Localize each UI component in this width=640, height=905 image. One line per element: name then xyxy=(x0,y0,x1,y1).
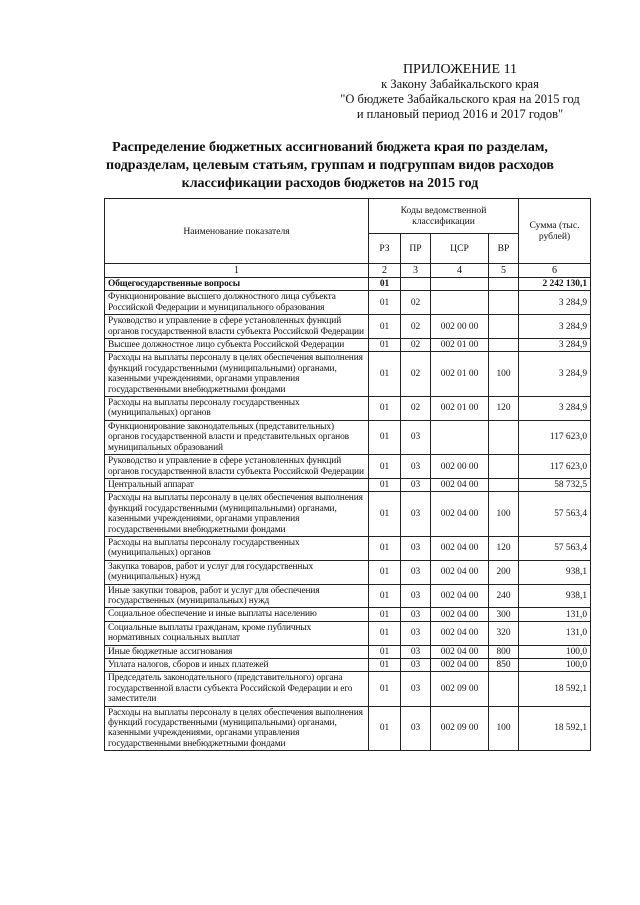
row-vr xyxy=(489,278,519,291)
row-pr: 03 xyxy=(401,645,431,658)
row-rz: 01 xyxy=(369,536,401,560)
row-rz: 01 xyxy=(369,478,401,491)
row-pr: 03 xyxy=(401,492,431,537)
table-row xyxy=(105,492,591,537)
row-rz: 01 xyxy=(369,560,401,584)
table-row xyxy=(105,455,591,479)
row-name: Расходы на выплаты персоналу в целях обеспечения выполнения функций государственными (муниципальными) органами, казенными учреждениями, органами управления государственными внебюджетными фондами xyxy=(105,352,369,397)
row-sum: 938,1 xyxy=(519,584,591,608)
row-rz: 01 xyxy=(369,278,401,291)
row-sum: 3 284,9 xyxy=(519,339,591,352)
row-csr: 002 04 00 xyxy=(431,645,489,658)
heading-line-2: подразделам, целевым статьям, группам и подгруппам видов расходов xyxy=(106,158,554,173)
header-csr: ЦСР xyxy=(431,234,489,264)
table-row xyxy=(105,645,591,658)
row-rz: 01 xyxy=(369,339,401,352)
row-csr: 002 04 00 xyxy=(431,560,489,584)
row-csr: 002 04 00 xyxy=(431,536,489,560)
column-number: 2 xyxy=(369,264,401,278)
row-csr: 002 01 00 xyxy=(431,397,489,421)
row-sum: 3 284,9 xyxy=(519,315,591,339)
row-sum: 100,0 xyxy=(519,659,591,672)
row-csr: 002 01 00 xyxy=(431,339,489,352)
row-pr: 02 xyxy=(401,291,431,315)
row-csr: 002 09 00 xyxy=(431,706,489,751)
table-row xyxy=(105,397,591,421)
row-name: Уплата налогов, сборов и иных платежей xyxy=(105,659,369,672)
row-name: Руководство и управление в сфере установленных функций органов государственной власти субъекта Российской Федерации xyxy=(105,315,369,339)
appendix-law-title: "О бюджете Забайкальского края на 2015 год xyxy=(340,92,580,106)
row-sum: 57 563,4 xyxy=(519,536,591,560)
row-vr: 120 xyxy=(489,536,519,560)
row-sum: 18 592,1 xyxy=(519,706,591,751)
row-name: Общегосударственные вопросы xyxy=(105,278,369,291)
table-row xyxy=(105,478,591,491)
heading-line-1: Распределение бюджетных ассигнований бюджета края по разделам, xyxy=(112,140,548,155)
row-name: Социальное обеспечение и иные выплаты населению xyxy=(105,608,369,621)
row-sum: 100,0 xyxy=(519,645,591,658)
header-pr: ПР xyxy=(401,234,431,264)
row-pr: 03 xyxy=(401,672,431,706)
row-sum: 58 732,5 xyxy=(519,478,591,491)
row-name: Иные бюджетные ассигнования xyxy=(105,645,369,658)
row-vr: 850 xyxy=(489,659,519,672)
table-row xyxy=(105,659,591,672)
row-csr: 002 04 00 xyxy=(431,621,489,645)
table-row xyxy=(105,608,591,621)
document-heading xyxy=(95,139,565,193)
row-sum: 2 242 130,1 xyxy=(519,278,591,291)
row-vr xyxy=(489,478,519,491)
appendix-title: ПРИЛОЖЕНИЕ 11 xyxy=(402,62,518,77)
row-name: Функционирование законодательных (представительных) органов государственной власти и представительных органов муниципальных образований xyxy=(105,420,369,454)
row-pr: 03 xyxy=(401,420,431,454)
row-vr: 800 xyxy=(489,645,519,658)
row-csr: 002 00 00 xyxy=(431,455,489,479)
row-rz: 01 xyxy=(369,672,401,706)
row-csr: 002 04 00 xyxy=(431,659,489,672)
row-rz: 01 xyxy=(369,706,401,751)
header-sum: Сумма (тыс. рублей) xyxy=(519,199,591,264)
heading-line-3: классификации расходов бюджетов на 2015 год xyxy=(181,176,479,191)
row-name: Расходы на выплаты персоналу в целях обеспечения выполнения функций государственными (муниципальными) органами, казенными учреждениями, органами управления государственными внебюджетными фондами xyxy=(105,492,369,537)
row-rz: 01 xyxy=(369,291,401,315)
row-rz: 01 xyxy=(369,420,401,454)
table-row xyxy=(105,621,591,645)
row-vr: 200 xyxy=(489,560,519,584)
row-name: Иные закупки товаров, работ и услуг для обеспечения государственных (муниципальных) нужд xyxy=(105,584,369,608)
row-pr: 03 xyxy=(401,706,431,751)
row-vr: 100 xyxy=(489,706,519,751)
column-number: 6 xyxy=(519,264,591,278)
row-name: Центральный аппарат xyxy=(105,478,369,491)
row-name: Расходы на выплаты персоналу государственных (муниципальных) органов xyxy=(105,536,369,560)
row-csr xyxy=(431,291,489,315)
column-number: 3 xyxy=(401,264,431,278)
table-row xyxy=(105,560,591,584)
row-csr: 002 04 00 xyxy=(431,492,489,537)
row-name: Председатель законодательного (представительного) органа государственной власти субъекта Российской Федерации и его заместители xyxy=(105,672,369,706)
table-row xyxy=(105,352,591,397)
row-csr: 002 09 00 xyxy=(431,672,489,706)
row-csr: 002 01 00 xyxy=(431,352,489,397)
row-sum: 938,1 xyxy=(519,560,591,584)
row-vr xyxy=(489,315,519,339)
row-pr: 02 xyxy=(401,352,431,397)
appendix-law: к Закону Забайкальского края xyxy=(381,77,539,91)
row-sum: 57 563,4 xyxy=(519,492,591,537)
row-rz: 01 xyxy=(369,492,401,537)
row-sum: 3 284,9 xyxy=(519,397,591,421)
appendix-block xyxy=(330,62,590,122)
appendix-law-period: и плановый период 2016 и 2017 годов" xyxy=(356,107,564,121)
row-pr: 02 xyxy=(401,339,431,352)
row-csr xyxy=(431,420,489,454)
table-row xyxy=(105,706,591,751)
table-row xyxy=(105,291,591,315)
row-vr: 240 xyxy=(489,584,519,608)
row-csr: 002 04 00 xyxy=(431,584,489,608)
row-name: Руководство и управление в сфере установленных функций органов государственной власти субъекта Российской Федерации xyxy=(105,455,369,479)
column-number: 5 xyxy=(489,264,519,278)
row-rz: 01 xyxy=(369,397,401,421)
table-row xyxy=(105,315,591,339)
row-rz: 01 xyxy=(369,645,401,658)
row-pr: 03 xyxy=(401,536,431,560)
row-vr: 300 xyxy=(489,608,519,621)
row-pr xyxy=(401,278,431,291)
header-codes: Коды ведомственной классификации xyxy=(369,199,519,234)
row-sum: 117 623,0 xyxy=(519,420,591,454)
row-rz: 01 xyxy=(369,352,401,397)
row-vr xyxy=(489,420,519,454)
row-name: Расходы на выплаты персоналу государственных (муниципальных) органов xyxy=(105,397,369,421)
row-vr: 100 xyxy=(489,492,519,537)
row-vr xyxy=(489,455,519,479)
row-vr: 100 xyxy=(489,352,519,397)
row-rz: 01 xyxy=(369,455,401,479)
row-pr: 03 xyxy=(401,584,431,608)
table-row xyxy=(105,672,591,706)
header-vr: ВР xyxy=(489,234,519,264)
row-name: Расходы на выплаты персоналу в целях обеспечения выполнения функций государственными (муниципальными) органами, казенными учреждениями, органами управления государственными внебюджетными фондами xyxy=(105,706,369,751)
row-pr: 03 xyxy=(401,455,431,479)
row-vr xyxy=(489,291,519,315)
column-number: 1 xyxy=(105,264,369,278)
row-rz: 01 xyxy=(369,608,401,621)
budget-table xyxy=(104,198,591,751)
row-pr: 03 xyxy=(401,621,431,645)
row-rz: 01 xyxy=(369,659,401,672)
row-csr: 002 04 00 xyxy=(431,478,489,491)
row-name: Функционирование высшего должностного лица субъекта Российской Федерации и муниципального образования xyxy=(105,291,369,315)
row-sum: 131,0 xyxy=(519,621,591,645)
table-row xyxy=(105,536,591,560)
row-vr: 120 xyxy=(489,397,519,421)
column-number: 4 xyxy=(431,264,489,278)
row-rz: 01 xyxy=(369,315,401,339)
row-pr: 03 xyxy=(401,478,431,491)
row-csr: 002 04 00 xyxy=(431,608,489,621)
row-pr: 03 xyxy=(401,608,431,621)
table-row xyxy=(105,278,591,291)
row-pr: 03 xyxy=(401,560,431,584)
row-sum: 117 623,0 xyxy=(519,455,591,479)
row-name: Закупка товаров, работ и услуг для государственных (муниципальных) нужд xyxy=(105,560,369,584)
row-vr xyxy=(489,339,519,352)
row-sum: 3 284,9 xyxy=(519,352,591,397)
column-numbers-row xyxy=(105,264,591,278)
row-sum: 3 284,9 xyxy=(519,291,591,315)
row-csr: 002 00 00 xyxy=(431,315,489,339)
row-name: Социальные выплаты гражданам, кроме публичных нормативных социальных выплат xyxy=(105,621,369,645)
row-name: Высшее должностное лицо субъекта Российской Федерации xyxy=(105,339,369,352)
table-row xyxy=(105,584,591,608)
row-pr: 02 xyxy=(401,315,431,339)
row-rz: 01 xyxy=(369,584,401,608)
row-pr: 03 xyxy=(401,659,431,672)
table-row xyxy=(105,339,591,352)
header-rz: РЗ xyxy=(369,234,401,264)
row-pr: 02 xyxy=(401,397,431,421)
row-rz: 01 xyxy=(369,621,401,645)
row-csr xyxy=(431,278,489,291)
row-vr xyxy=(489,672,519,706)
header-name: Наименование показателя xyxy=(105,199,369,264)
table-row xyxy=(105,420,591,454)
row-sum: 18 592,1 xyxy=(519,672,591,706)
row-vr: 320 xyxy=(489,621,519,645)
row-sum: 131,0 xyxy=(519,608,591,621)
